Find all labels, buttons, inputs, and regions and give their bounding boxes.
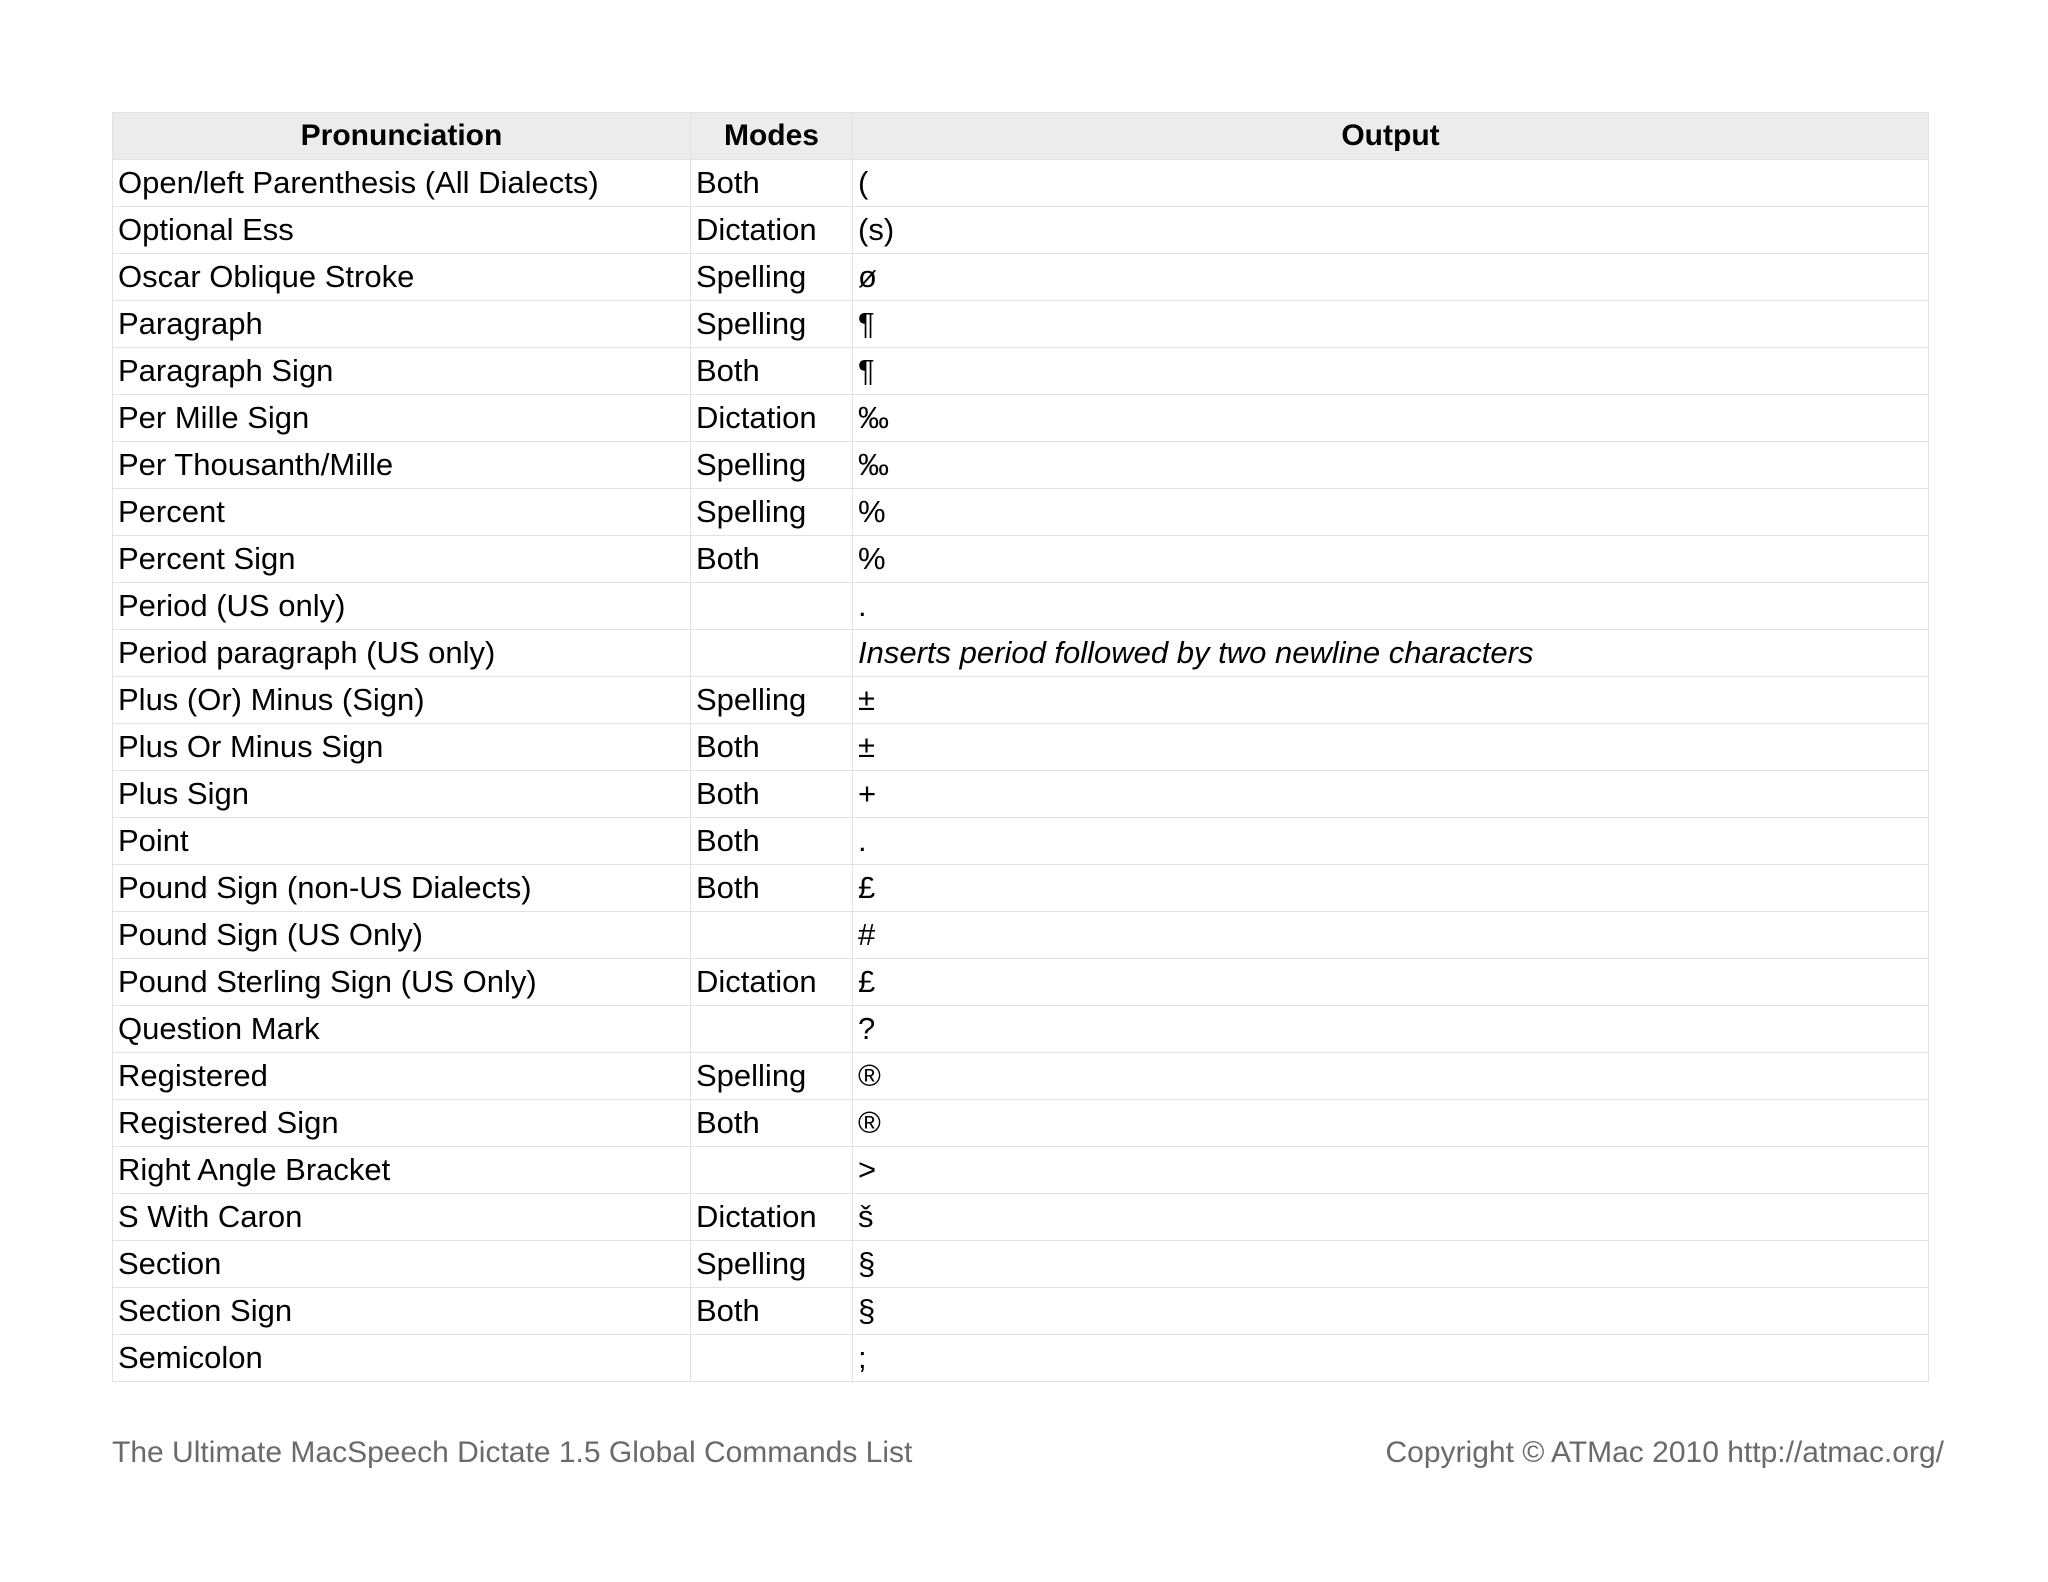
- cell-output: %: [853, 489, 1929, 536]
- table-row: [113, 348, 1929, 395]
- cell-modes: Spelling: [691, 489, 853, 536]
- cell-output: ±: [853, 724, 1929, 771]
- table-row: [113, 724, 1929, 771]
- cell-modes: [691, 1006, 853, 1053]
- cell-modes: Spelling: [691, 301, 853, 348]
- table-header: [113, 113, 1929, 160]
- cell-output: š: [853, 1194, 1929, 1241]
- cell-pronunciation: Pound Sign (non-US Dialects): [113, 865, 691, 912]
- table-row: [113, 301, 1929, 348]
- cell-modes: Both: [691, 818, 853, 865]
- cell-pronunciation: Pound Sterling Sign (US Only): [113, 959, 691, 1006]
- cell-output: .: [853, 583, 1929, 630]
- table-row: [113, 771, 1929, 818]
- cell-pronunciation: Paragraph Sign: [113, 348, 691, 395]
- table-row: [113, 1053, 1929, 1100]
- cell-pronunciation: Registered Sign: [113, 1100, 691, 1147]
- commands-table: [112, 112, 1929, 1382]
- cell-output: £: [853, 865, 1929, 912]
- cell-modes: [691, 583, 853, 630]
- cell-output: §: [853, 1288, 1929, 1335]
- cell-pronunciation: Optional Ess: [113, 207, 691, 254]
- cell-modes: [691, 1335, 853, 1382]
- cell-output: .: [853, 818, 1929, 865]
- cell-modes: Both: [691, 160, 853, 207]
- cell-modes: Both: [691, 865, 853, 912]
- table-row: [113, 959, 1929, 1006]
- cell-output: ®: [853, 1100, 1929, 1147]
- header-row: [113, 113, 1929, 160]
- table-row: [113, 489, 1929, 536]
- header-modes: Modes: [691, 113, 853, 160]
- table-row: [113, 207, 1929, 254]
- table-row: [113, 1100, 1929, 1147]
- cell-output: Inserts period followed by two newline characters: [853, 630, 1929, 677]
- table-row: [113, 160, 1929, 207]
- cell-modes: Both: [691, 724, 853, 771]
- cell-modes: Both: [691, 1288, 853, 1335]
- cell-output: ø: [853, 254, 1929, 301]
- cell-pronunciation: Per Thousanth/Mille: [113, 442, 691, 489]
- cell-output: ¶: [853, 301, 1929, 348]
- cell-modes: Spelling: [691, 254, 853, 301]
- cell-modes: Dictation: [691, 959, 853, 1006]
- cell-pronunciation: Plus (Or) Minus (Sign): [113, 677, 691, 724]
- table-row: [113, 1335, 1929, 1382]
- cell-modes: [691, 1147, 853, 1194]
- table-row: [113, 442, 1929, 489]
- cell-modes: Dictation: [691, 395, 853, 442]
- cell-output: +: [853, 771, 1929, 818]
- cell-modes: Both: [691, 1100, 853, 1147]
- cell-output: %: [853, 536, 1929, 583]
- cell-output: #: [853, 912, 1929, 959]
- cell-modes: Spelling: [691, 1053, 853, 1100]
- table-row: [113, 1241, 1929, 1288]
- cell-pronunciation: Right Angle Bracket: [113, 1147, 691, 1194]
- table-row: [113, 630, 1929, 677]
- cell-output: ;: [853, 1335, 1929, 1382]
- cell-output: ‰: [853, 395, 1929, 442]
- cell-pronunciation: Semicolon: [113, 1335, 691, 1382]
- document-title-footer: The Ultimate MacSpeech Dictate 1.5 Global Commands List: [112, 1436, 913, 1469]
- header-output: Output: [853, 113, 1929, 160]
- cell-modes: Both: [691, 771, 853, 818]
- cell-modes: Both: [691, 348, 853, 395]
- table-row: [113, 1006, 1929, 1053]
- cell-output: £: [853, 959, 1929, 1006]
- table-body: [113, 160, 1929, 1382]
- cell-pronunciation: Plus Or Minus Sign: [113, 724, 691, 771]
- cell-output: ?: [853, 1006, 1929, 1053]
- cell-pronunciation: Pound Sign (US Only): [113, 912, 691, 959]
- cell-output: ®: [853, 1053, 1929, 1100]
- table-row: [113, 818, 1929, 865]
- table-row: [113, 865, 1929, 912]
- cell-modes: Dictation: [691, 1194, 853, 1241]
- table-row: [113, 1288, 1929, 1335]
- cell-modes: Both: [691, 536, 853, 583]
- cell-pronunciation: Open/left Parenthesis (All Dialects): [113, 160, 691, 207]
- cell-pronunciation: Question Mark: [113, 1006, 691, 1053]
- cell-pronunciation: Period (US only): [113, 583, 691, 630]
- cell-output: (s): [853, 207, 1929, 254]
- cell-modes: Dictation: [691, 207, 853, 254]
- cell-output: ±: [853, 677, 1929, 724]
- cell-pronunciation: Oscar Oblique Stroke: [113, 254, 691, 301]
- cell-modes: [691, 630, 853, 677]
- cell-pronunciation: S With Caron: [113, 1194, 691, 1241]
- cell-pronunciation: Point: [113, 818, 691, 865]
- cell-pronunciation: Per Mille Sign: [113, 395, 691, 442]
- table-row: [113, 583, 1929, 630]
- table-row: [113, 536, 1929, 583]
- cell-pronunciation: Percent: [113, 489, 691, 536]
- table-row: [113, 1147, 1929, 1194]
- cell-output: >: [853, 1147, 1929, 1194]
- cell-pronunciation: Registered: [113, 1053, 691, 1100]
- cell-output: ‰: [853, 442, 1929, 489]
- cell-output: ¶: [853, 348, 1929, 395]
- cell-modes: Spelling: [691, 442, 853, 489]
- cell-pronunciation: Percent Sign: [113, 536, 691, 583]
- cell-modes: Spelling: [691, 1241, 853, 1288]
- table-row: [113, 254, 1929, 301]
- table-row: [113, 1194, 1929, 1241]
- cell-pronunciation: Section Sign: [113, 1288, 691, 1335]
- cell-modes: [691, 912, 853, 959]
- cell-pronunciation: Paragraph: [113, 301, 691, 348]
- cell-pronunciation: Plus Sign: [113, 771, 691, 818]
- table-row: [113, 677, 1929, 724]
- header-pronunciation: Pronunciation: [113, 113, 691, 160]
- cell-pronunciation: Period paragraph (US only): [113, 630, 691, 677]
- copyright-footer: Copyright © ATMac 2010 http://atmac.org/: [1385, 1436, 1944, 1469]
- table-row: [113, 395, 1929, 442]
- cell-output: (: [853, 160, 1929, 207]
- cell-modes: Spelling: [691, 677, 853, 724]
- cell-output: §: [853, 1241, 1929, 1288]
- table-row: [113, 912, 1929, 959]
- cell-pronunciation: Section: [113, 1241, 691, 1288]
